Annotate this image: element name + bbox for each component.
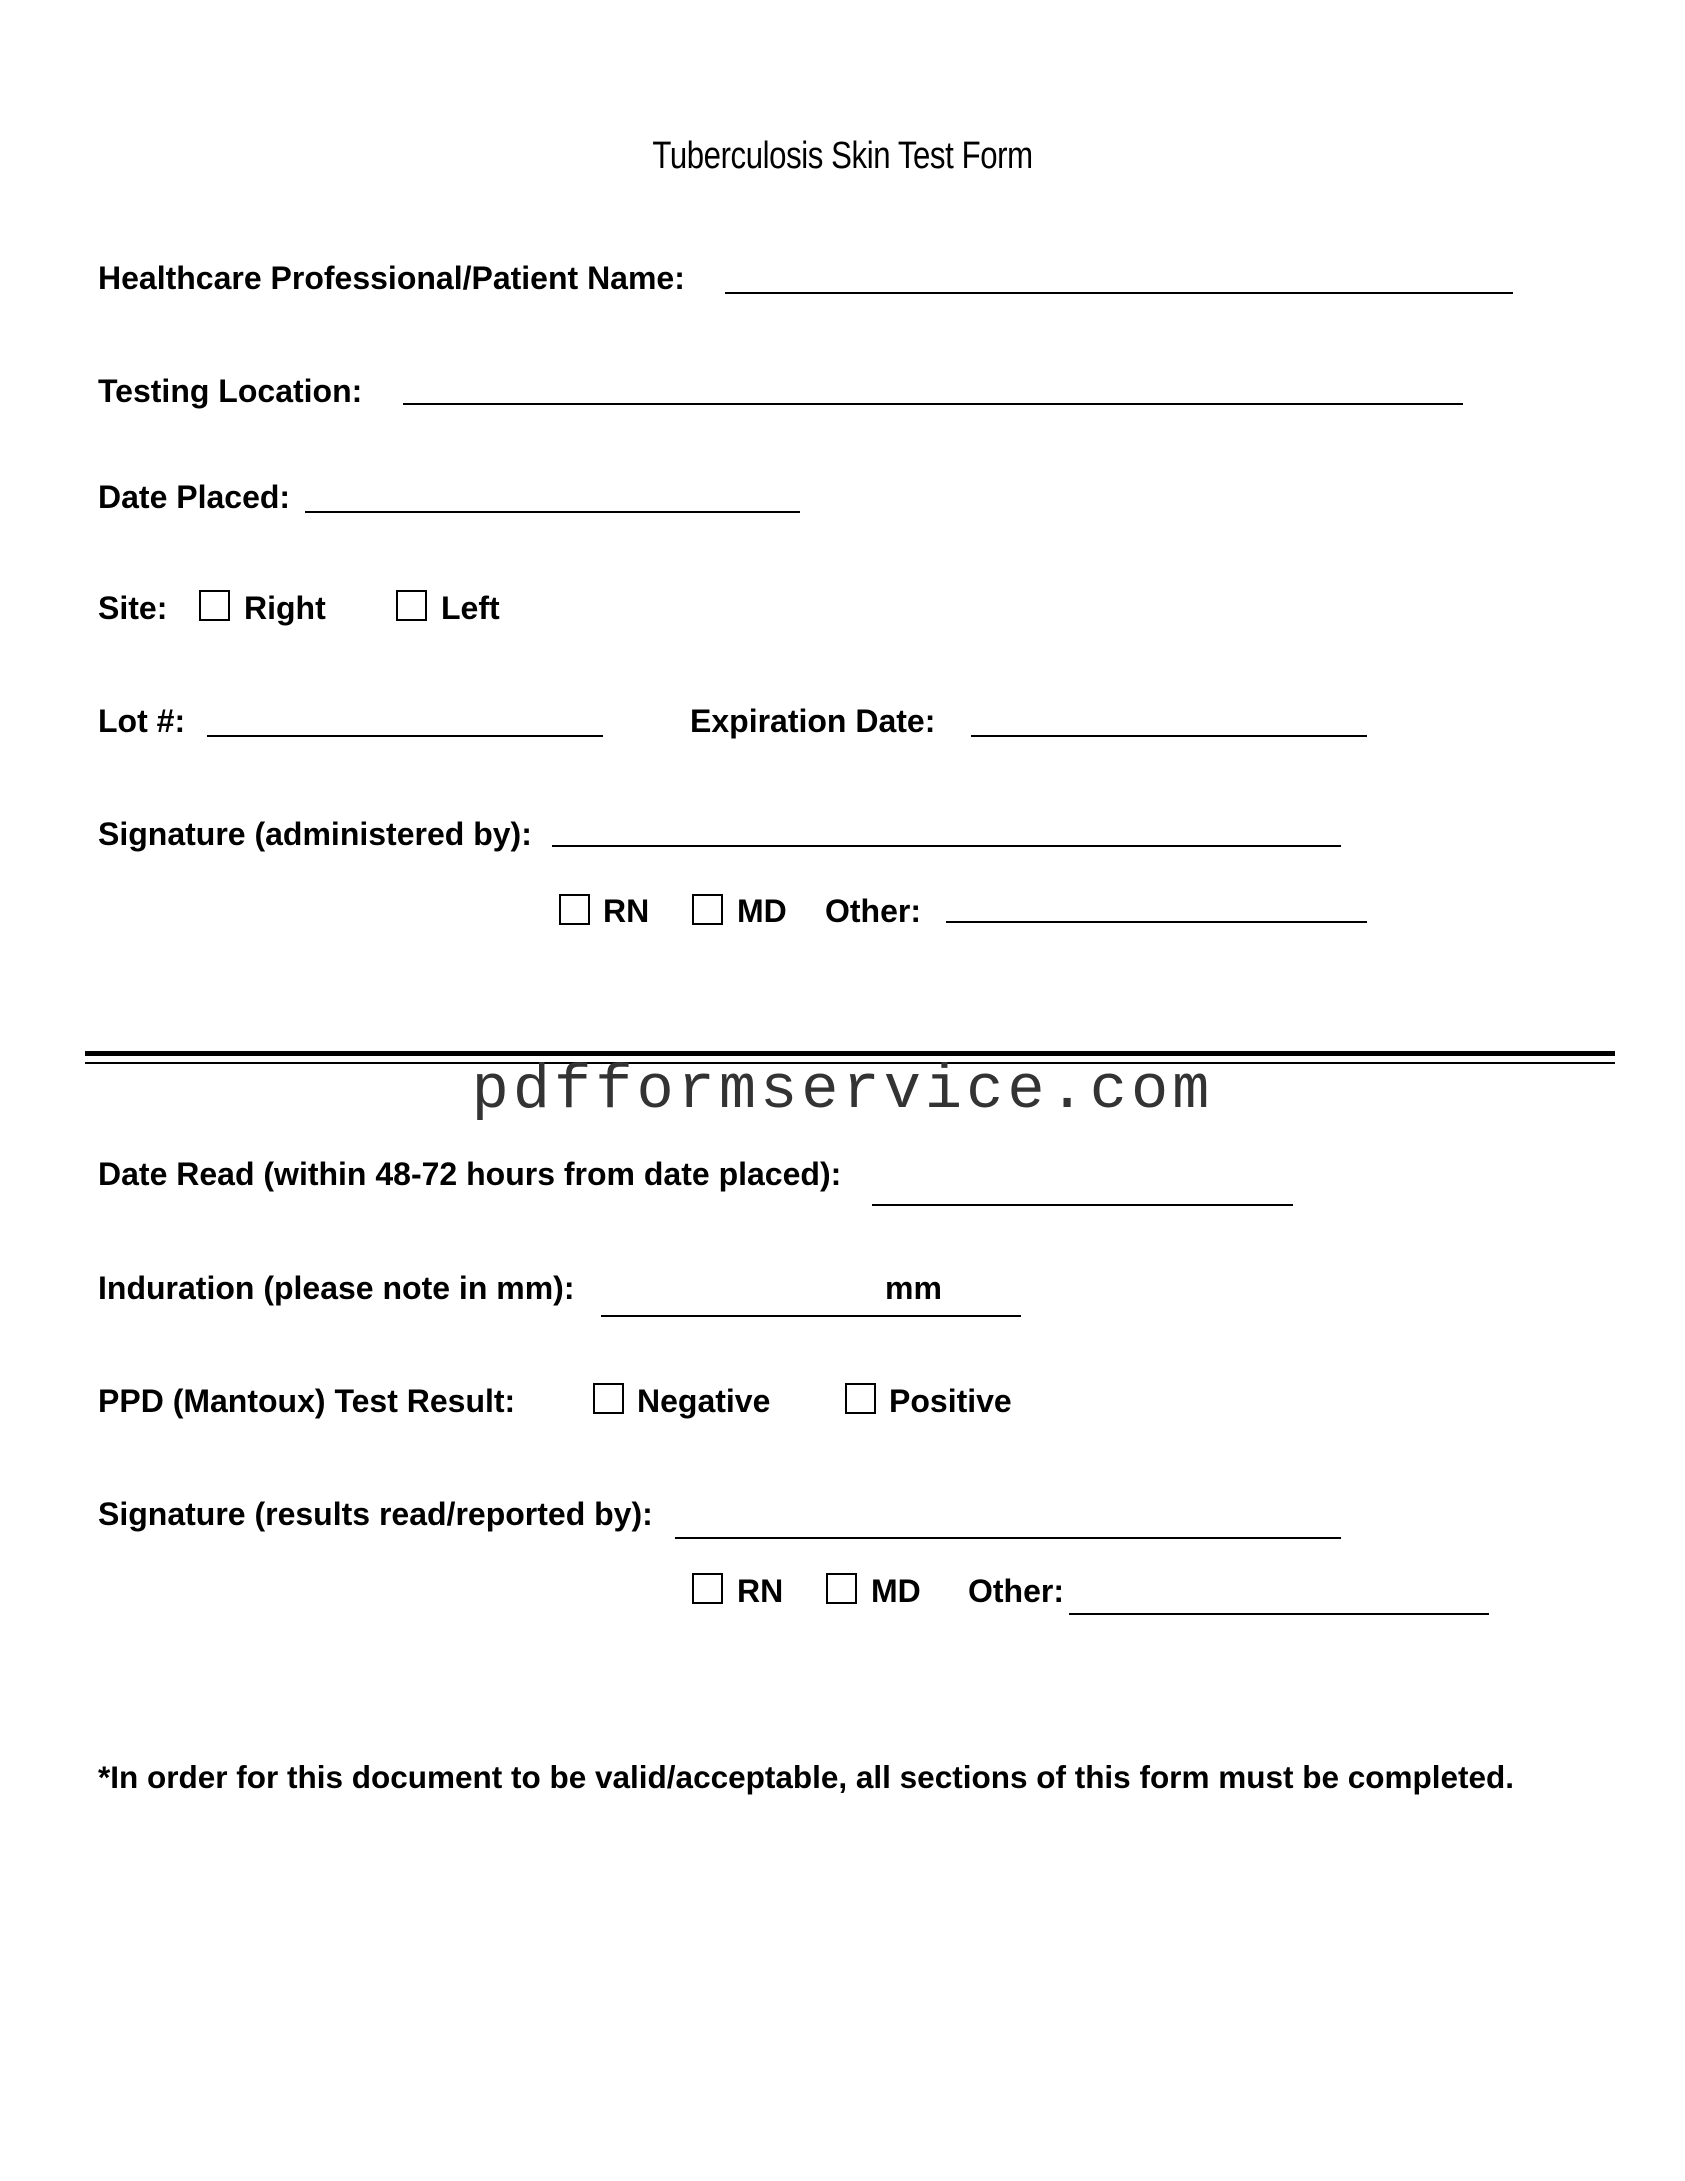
admin-other-label: Other: [825, 893, 921, 929]
induration-field[interactable] [601, 1315, 1021, 1317]
site-left-checkbox[interactable] [396, 590, 427, 621]
read-other-label: Other: [968, 1573, 1064, 1609]
name-label: Healthcare Professional/Patient Name: [98, 260, 685, 296]
induration-label: Induration (please note in mm): [98, 1270, 575, 1306]
form-title: Tuberculosis Skin Test Form [652, 135, 1033, 177]
signature-administered-label: Signature (administered by): [98, 816, 532, 852]
read-rn-checkbox[interactable] [692, 1573, 723, 1604]
ppd-positive-checkbox[interactable] [845, 1383, 876, 1414]
name-field[interactable] [725, 292, 1513, 294]
testing-location-field[interactable] [403, 403, 1463, 405]
read-rn-label: RN [737, 1573, 784, 1609]
signature-administered-field[interactable] [552, 845, 1341, 847]
date-placed-label: Date Placed: [98, 479, 291, 515]
expiration-date-label: Expiration Date: [690, 703, 936, 739]
validity-footnote: *In order for this document to be valid/acceptable, all sections of this form must be completed. [98, 1759, 1515, 1795]
lot-number-label: Lot #: [98, 703, 186, 739]
ppd-result-label: PPD (Mantoux) Test Result: [98, 1383, 516, 1419]
admin-rn-checkbox[interactable] [559, 894, 590, 925]
date-read-field[interactable] [872, 1204, 1293, 1206]
read-md-label: MD [871, 1573, 921, 1609]
induration-unit: mm [885, 1270, 942, 1306]
ppd-negative-label: Negative [637, 1383, 771, 1419]
read-md-checkbox[interactable] [826, 1573, 857, 1604]
admin-other-field[interactable] [946, 921, 1367, 923]
site-label: Site: [98, 590, 168, 626]
admin-md-checkbox[interactable] [692, 894, 723, 925]
expiration-date-field[interactable] [971, 735, 1367, 737]
site-left-label: Left [441, 590, 500, 626]
lot-number-field[interactable] [207, 735, 603, 737]
admin-md-label: MD [737, 893, 787, 929]
read-other-field[interactable] [1069, 1613, 1489, 1615]
signature-read-field[interactable] [675, 1537, 1341, 1539]
date-read-label: Date Read (within 48-72 hours from date placed): [98, 1156, 842, 1192]
signature-read-label: Signature (results read/reported by): [98, 1496, 653, 1532]
testing-location-label: Testing Location: [98, 373, 363, 409]
site-right-checkbox[interactable] [199, 590, 230, 621]
ppd-positive-label: Positive [889, 1383, 1012, 1419]
admin-rn-label: RN [603, 893, 650, 929]
site-right-label: Right [244, 590, 326, 626]
watermark: pdfformservice.com [471, 1055, 1214, 1126]
ppd-negative-checkbox[interactable] [593, 1383, 624, 1414]
date-placed-field[interactable] [305, 511, 800, 513]
